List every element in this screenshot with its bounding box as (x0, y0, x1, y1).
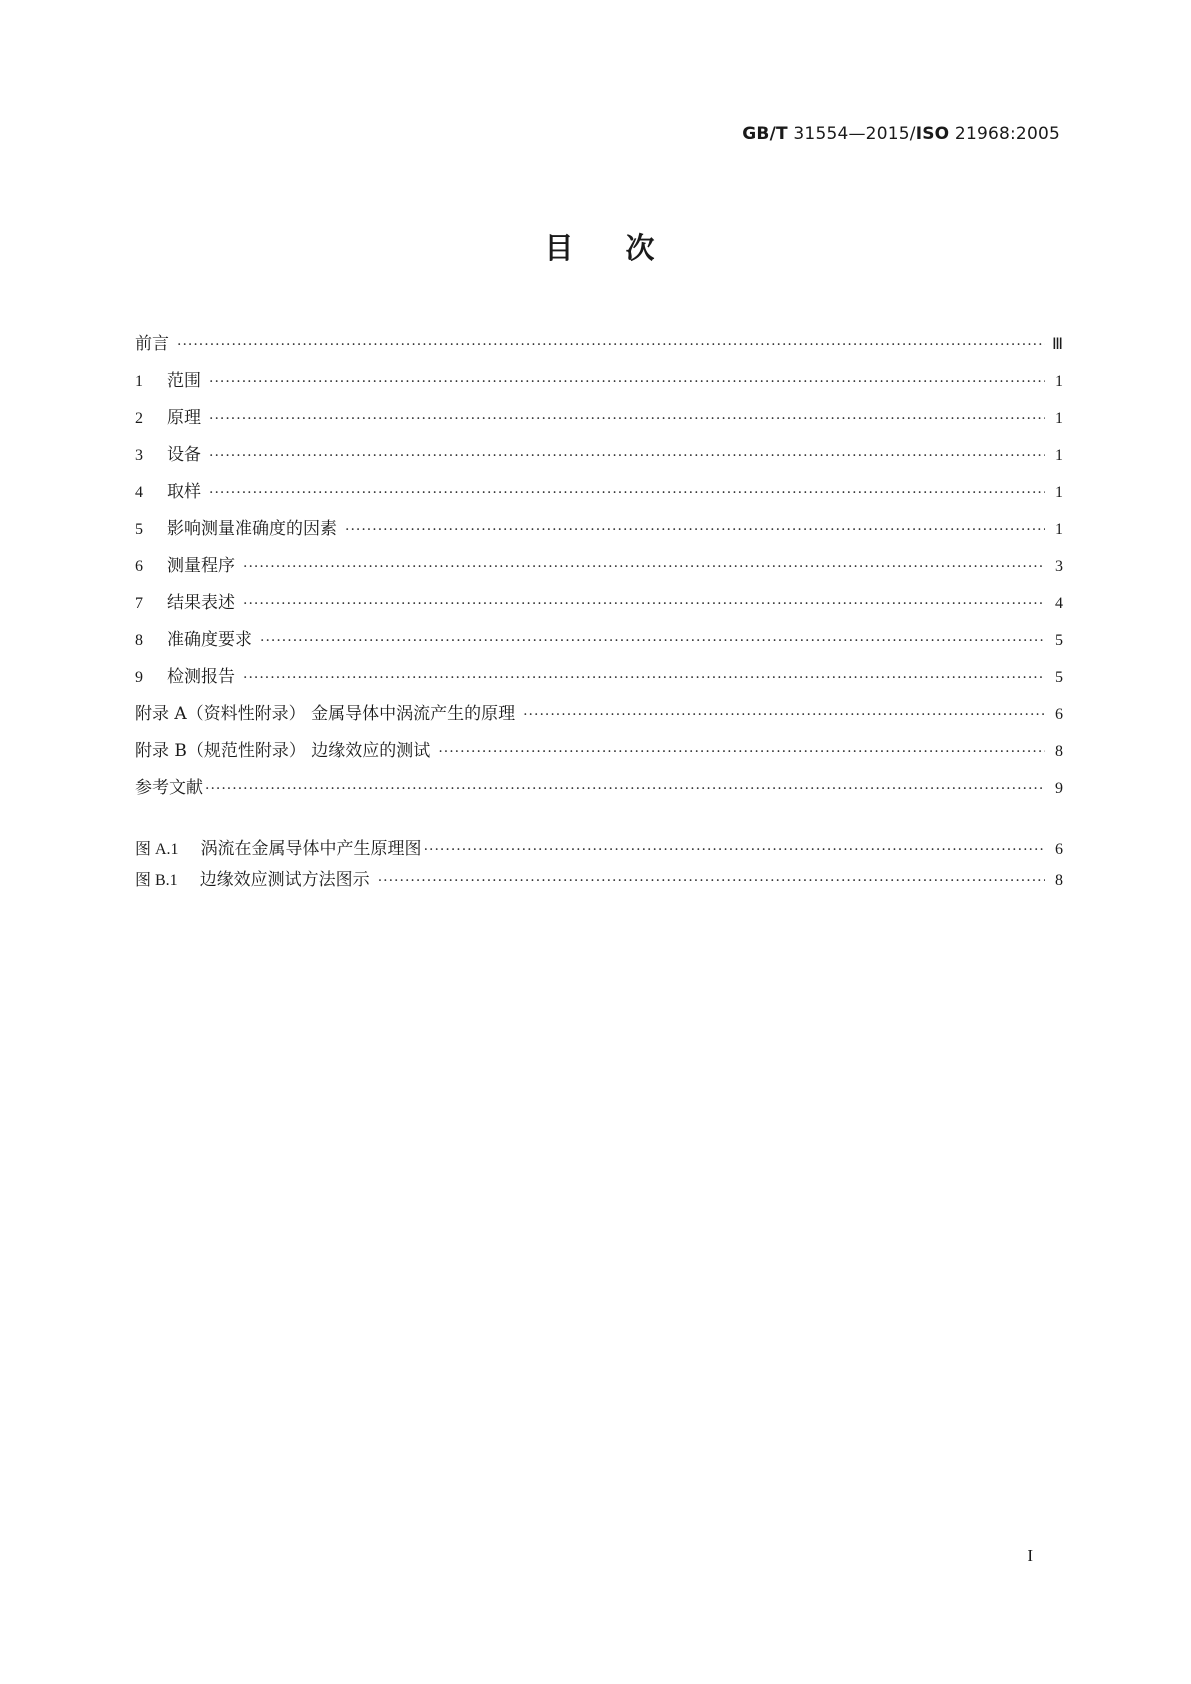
standard-iso-number: 21968:2005 (954, 124, 1060, 144)
toc-entry-number: 3 (135, 447, 143, 464)
toc-entry-label: 6 测量程序 (135, 548, 235, 585)
standard-gb-number: 31554—2015/ (793, 124, 916, 144)
toc-entry-page: 1 (1055, 521, 1063, 538)
toc-entry-label: 附录 B（规范性附录） 边缘效应的测试 (135, 741, 431, 761)
toc-entry-number: 4 (135, 484, 143, 501)
toc-entry-annex-b[interactable] (135, 733, 1063, 770)
toc-entry-4[interactable] (135, 474, 1063, 511)
figure-entry-b1[interactable] (135, 865, 1063, 896)
toc-entry-label: 7 结果表述 (135, 585, 235, 622)
toc-entry-8[interactable] (135, 622, 1063, 659)
toc-leader-dots (378, 866, 1045, 897)
toc-entry-2[interactable] (135, 400, 1063, 437)
standard-gb-prefix: GB/T (742, 124, 788, 144)
toc-leader-dots (260, 623, 1045, 660)
toc-entry-bibliography[interactable] (135, 770, 1063, 807)
toc-entry-label: 4 取样 (135, 474, 201, 511)
figure-entry-number: 图 B.1 (135, 872, 178, 889)
toc-entry-number: 9 (135, 669, 143, 686)
toc-entry-label: 前言 (135, 334, 169, 354)
toc-entry-1[interactable] (135, 363, 1063, 400)
toc-entry-page: 3 (1055, 558, 1063, 575)
table-of-contents (135, 326, 1063, 807)
toc-entry-number: 7 (135, 595, 143, 612)
figure-entry-label: 图 A.1 涡流在金属导体中产生原理图 (135, 839, 422, 859)
standard-iso-prefix: ISO (915, 124, 950, 144)
toc-entry-foreword[interactable] (135, 326, 1063, 363)
toc-entry-page: 5 (1055, 669, 1063, 686)
toc-entry-page: 4 (1055, 595, 1063, 612)
toc-entry-number: 5 (135, 521, 143, 538)
toc-leader-dots (205, 771, 1045, 808)
page-number: I (1027, 1546, 1033, 1565)
list-of-figures (135, 834, 1063, 896)
toc-leader-dots (209, 438, 1045, 475)
toc-entry-number: 6 (135, 558, 143, 575)
toc-entry-number: 8 (135, 632, 143, 649)
figure-entry-label: 图 B.1 边缘效应测试方法图示 (135, 870, 370, 890)
toc-entry-page: 1 (1055, 410, 1063, 427)
toc-entry-page: 6 (1055, 706, 1063, 723)
toc-entry-page: 1 (1055, 373, 1063, 390)
toc-entry-page: 5 (1055, 632, 1063, 649)
toc-leader-dots (177, 327, 1045, 364)
toc-leader-dots (209, 475, 1045, 512)
toc-entry-page: 1 (1055, 447, 1063, 464)
toc-entry-number: 2 (135, 410, 143, 427)
toc-leader-dots (209, 401, 1045, 438)
toc-entry-3[interactable] (135, 437, 1063, 474)
toc-entry-label: 附录 A（资料性附录） 金属导体中涡流产生的原理 (135, 704, 516, 724)
figure-entry-number: 图 A.1 (135, 841, 179, 858)
figure-entry-page: 6 (1055, 841, 1063, 858)
toc-entry-label: 参考文献 (135, 778, 203, 798)
toc-entry-page: 9 (1055, 780, 1063, 797)
toc-entry-annex-a[interactable] (135, 696, 1063, 733)
toc-entry-label: 5 影响测量准确度的因素 (135, 511, 337, 548)
toc-entry-label: 3 设备 (135, 437, 201, 474)
toc-leader-dots (243, 549, 1045, 586)
toc-leader-dots (345, 512, 1045, 549)
toc-entry-page: 8 (1055, 743, 1063, 760)
toc-entry-page: 1 (1055, 484, 1063, 501)
toc-entry-6[interactable] (135, 548, 1063, 585)
toc-leader-dots (243, 586, 1045, 623)
figure-entry-a1[interactable] (135, 834, 1063, 865)
toc-leader-dots (243, 660, 1045, 697)
toc-entry-label: 1 范围 (135, 363, 201, 400)
toc-leader-dots (209, 364, 1045, 401)
page-title: 目次 (544, 231, 707, 265)
toc-entry-9[interactable] (135, 659, 1063, 696)
toc-entry-label: 2 原理 (135, 400, 201, 437)
toc-entry-5[interactable] (135, 511, 1063, 548)
toc-leader-dots (523, 697, 1045, 734)
standard-code (742, 124, 1060, 144)
toc-entry-page: Ⅲ (1051, 336, 1063, 353)
toc-entry-number: 1 (135, 373, 143, 390)
toc-leader-dots (424, 835, 1045, 866)
toc-entry-7[interactable] (135, 585, 1063, 622)
figure-entry-page: 8 (1055, 872, 1063, 889)
toc-leader-dots (438, 734, 1045, 771)
toc-entry-label: 8 准确度要求 (135, 622, 252, 659)
toc-entry-label: 9 检测报告 (135, 659, 235, 696)
